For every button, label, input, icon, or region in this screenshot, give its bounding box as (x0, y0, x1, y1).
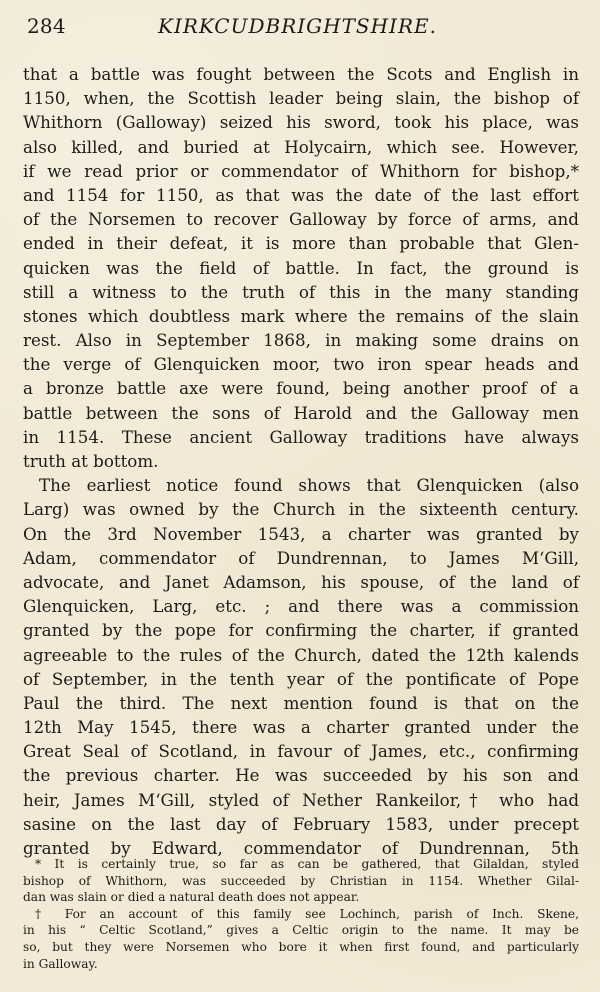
text-line: rest. Also in September 1868, in making some drains on (23, 330, 579, 351)
page-number: 284 (27, 14, 66, 38)
text-line: Adam, commendator of Dundrennan, to James M‘Gill, (23, 547, 579, 568)
text-line: 1150, when, the Scottish leader being slain, the bishop of (23, 88, 579, 109)
text-line: Whithorn (Galloway) seized his sword, took his place, was (23, 112, 579, 133)
text-line: of the Norsemen to recover Galloway by force of arms, and (23, 209, 579, 230)
text-line: ended in their defeat, it is more than probable that Glen- (23, 233, 579, 254)
text-line: 12th May 1545, there was a charter granted under the (23, 717, 579, 738)
text-line: Larg) was owned by the Church in the sixteenth century. (23, 499, 579, 520)
text-line: also killed, and buried at Holycairn, which see. However, (23, 136, 579, 157)
text-line: in 1154. These ancient Galloway traditions have always (23, 426, 579, 447)
text-line: and 1154 for 1150, as that was the date of the last effort (23, 184, 579, 205)
text-line: heir, James M‘Gill, styled of Nether Rankeilor,† who had (23, 789, 579, 810)
text-line: truth at bottom. (23, 451, 159, 471)
page-header (27, 14, 579, 44)
text-line: The earliest notice found shows that Glenquicken (also (39, 475, 579, 496)
text-line: stones which doubtless mark where the remains of the slain (23, 305, 579, 326)
main-text (23, 62, 579, 860)
text-line: Great Seal of Scotland, in favour of James, etc., confirming (23, 741, 579, 762)
text-line: of September, in the tenth year of the pontificate of Pope (23, 668, 579, 689)
text-line: advocate, and Janet Adamson, his spouse, of the land of (23, 571, 579, 592)
text-line: still a witness to the truth of this in the many standing (23, 281, 579, 302)
text-line: granted by the pope for confirming the charter, if granted (23, 620, 579, 641)
text-line: quicken was the field of battle. In fact, the ground is (23, 257, 579, 278)
footnotes (23, 856, 579, 972)
text-line: agreeable to the rules of the Church, dated the 12th kalends (23, 644, 579, 665)
footnote-line: in Galloway. (23, 956, 98, 971)
footnote-line: in his “ Celtic Scotland,” gives a Celtic origin to the name. It may be (23, 923, 579, 938)
footnote-line: dan was slain or died a natural death does not appear. (23, 890, 360, 905)
footnote-line: † For an account of this family see Lochinch, parish of Inch. Skene, (35, 906, 579, 921)
footnote-line: bishop of Whithorn, was succeeded by Christian in 1154. Whether Gilal- (23, 873, 579, 888)
text-line: Glenquicken, Larg, etc. ; and there was a commission (23, 596, 579, 617)
footnote-line: * It is certainly true, so far as can be gathered, that Gilaldan, styled (35, 857, 579, 871)
text-line: the verge of Glenquicken moor, two iron spear heads and (23, 354, 579, 375)
text-line: Paul the third. The next mention found is that on the (23, 692, 579, 713)
running-title: KIRKCUDBRIGHTSHIRE. (158, 14, 437, 38)
text-line: On the 3rd November 1543, a charter was granted by (23, 523, 579, 544)
text-line: granted by Edward, commendator of Dundrennan, 5th (23, 838, 579, 858)
text-line: the previous charter. He was succeeded by his son and (23, 765, 579, 786)
text-line: battle between the sons of Harold and the Galloway men (23, 402, 579, 423)
text-line: sasine on the last day of February 1583, under precept (23, 813, 579, 834)
text-line: if we read prior or commendator of Whithorn for bishop,* (23, 160, 579, 181)
text-line: that a battle was fought between the Scots and English in (23, 64, 579, 84)
footnote-line: so, but they were Norsemen who bore it when first found, and particularly (23, 939, 579, 954)
text-line: a bronze battle axe were found, being another proof of a (23, 378, 579, 399)
